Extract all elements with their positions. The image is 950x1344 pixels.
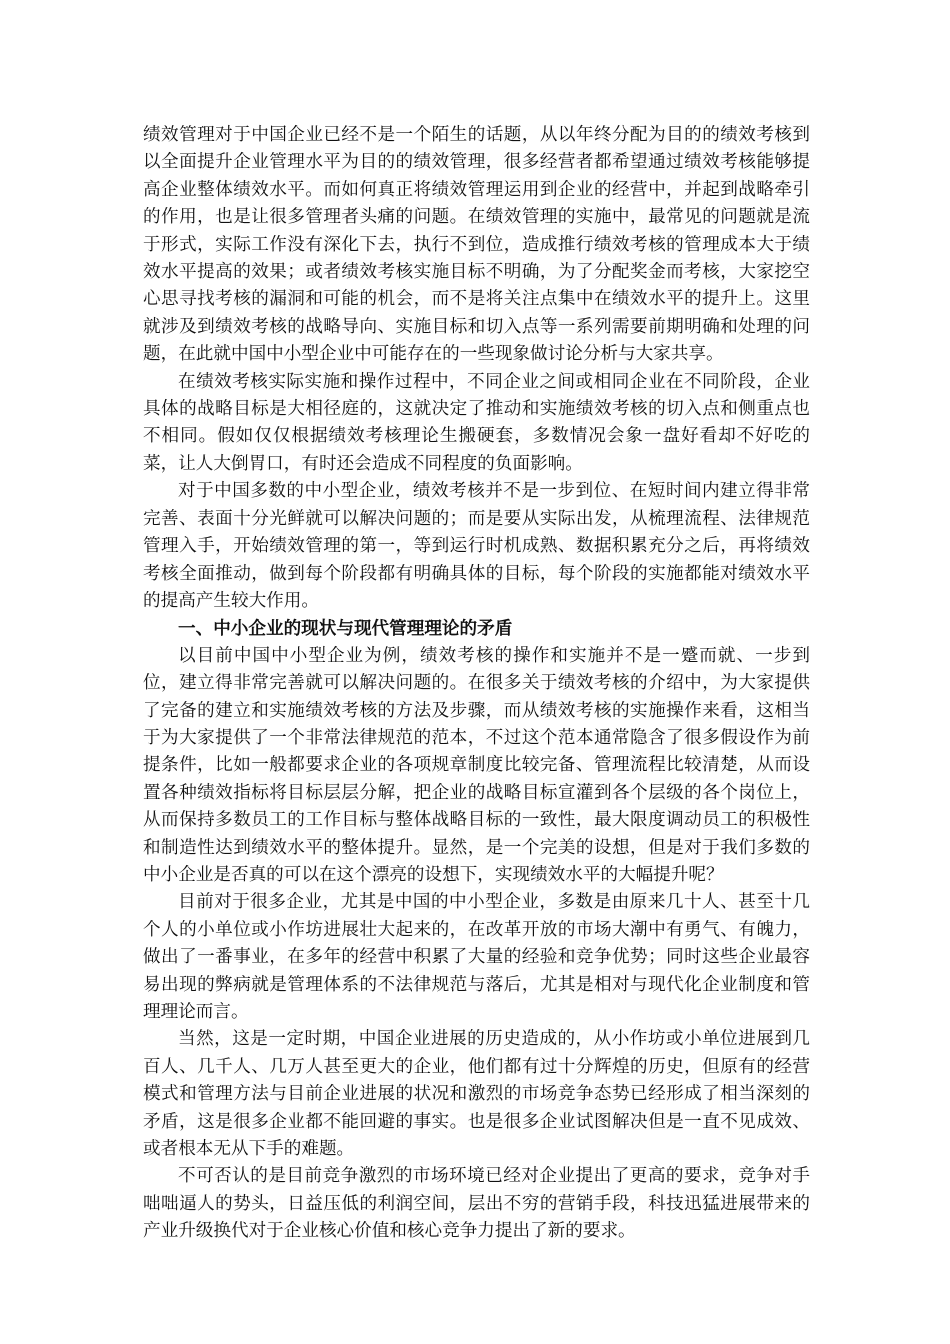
intro-paragraph-3: 对于中国多数的中小型企业，绩效考核并不是一步到位、在短时间内建立得非常完善、表面十分光鲜就可以解决问题的；而是要从实际出发，从梳理流程、法律规范管理入手，开始绩效管理的第一，等到运行时机成熟、数据积累充分之后，再将绩效考核全面推动，做到每个阶段都有明确具体的目标，每个阶段的实施都能对绩效水平的提高产生较大作用。 — [143, 481, 810, 611]
section-paragraph-1: 以目前中国中小型企业为例，绩效考核的操作和实施并不是一蹙而就、一步到位，建立得非常完善就可以解决问题的。在很多关于绩效考核的介绍中，为大家提供了完备的建立和实施绩效考核的方法及步骤，而从绩效考核的实施操作来看，这相当于为大家提供了一个非常法律规范的范本，不过这个范本通常隐含了很多假设作为前提条件，比如一般都要求企业的各项规章制度比较完备、管理流程比较清楚，从而设置各种绩效指标将目标层层分解，把企业的战略目标宣灌到各个层级的各个岗位上，从而保持多数员工的工作目标与整体战略目标的一致性，最大限度调动员工的积极性和制造性达到绩效水平的整体提升。显然，是一个完美的设想，但是对于我们多数的中小企业是否真的可以在这个漂亮的设想下，实现绩效水平的大幅提升呢？ — [143, 645, 810, 885]
document-body — [143, 122, 810, 1246]
section-paragraph-4: 不可否认的是目前竞争激烈的市场环境已经对企业提出了更高的要求，竞争对手咄咄逼人的势头，日益压低的利润空间，层出不穷的营销手段，科技迅猛进展带来的产业升级换代对于企业核心价值和核心竞争力提出了新的要求。 — [143, 1166, 810, 1242]
section-paragraph-2: 目前对于很多企业，尤其是中国的中小型企业，多数是由原来几十人、甚至十几个人的小单位或小作坊进展壮大起来的，在改革开放的市场大潮中有勇气、有魄力，做出了一番事业，在多年的经营中积累了大量的经验和竞争优势；同时这些企业最容易出现的弊病就是管理体系的不法律规范与落后，尤其是相对与现代化企业制度和管理理论而言。 — [143, 892, 810, 1022]
intro-paragraph-1: 绩效管理对于中国企业已经不是一个陌生的话题，从以年终分配为目的的绩效考核到以全面提升企业管理水平为目的的绩效管理，很多经营者都希望通过绩效考核能够提高企业整体绩效水平。而如何真正将绩效管理运用到企业的经营中，并起到战略牵引的作用，也是让很多管理者头痛的问题。在绩效管理的实施中，最常见的问题就是流于形式，实际工作没有深化下去，执行不到位，造成推行绩效考核的管理成本大于绩效水平提高的效果；或者绩效考核实施目标不明确，为了分配奖金而考核，大家挖空心思寻找考核的漏洞和可能的机会，而不是将关注点集中在绩效水平的提升上。这里就涉及到绩效考核的战略导向、实施目标和切入点等一系列需要前期明确和处理的问题，在此就中国中小型企业中可能存在的一些现象做讨论分析与大家共享。 — [143, 125, 810, 365]
section-paragraph-3: 当然，这是一定时期，中国企业进展的历史造成的，从小作坊或小单位进展到几百人、几千人、几万人甚至更大的企业，他们都有过十分辉煌的历史，但原有的经营模式和管理方法与目前企业进展的状况和激烈的市场竞争态势已经形成了相当深刻的矛盾，这是很多企业都不能回避的事实。也是很多企业试图解决但是一直不见成效、或者根本无从下手的难题。 — [143, 1029, 810, 1160]
section-heading: 一、中小企业的现状与现代管理理论的矛盾 — [178, 618, 513, 640]
intro-paragraph-2: 在绩效考核实际实施和操作过程中，不同企业之间或相同企业在不同阶段，企业具体的战略目标是大相径庭的，这就决定了推动和实施绩效考核的切入点和侧重点也不相同。假如仅仅根据绩效考核理论生搬硬套，多数情况会象一盘好看却不好吃的菜，让人大倒胃口，有时还会造成不同程度的负面影响。 — [143, 371, 810, 474]
